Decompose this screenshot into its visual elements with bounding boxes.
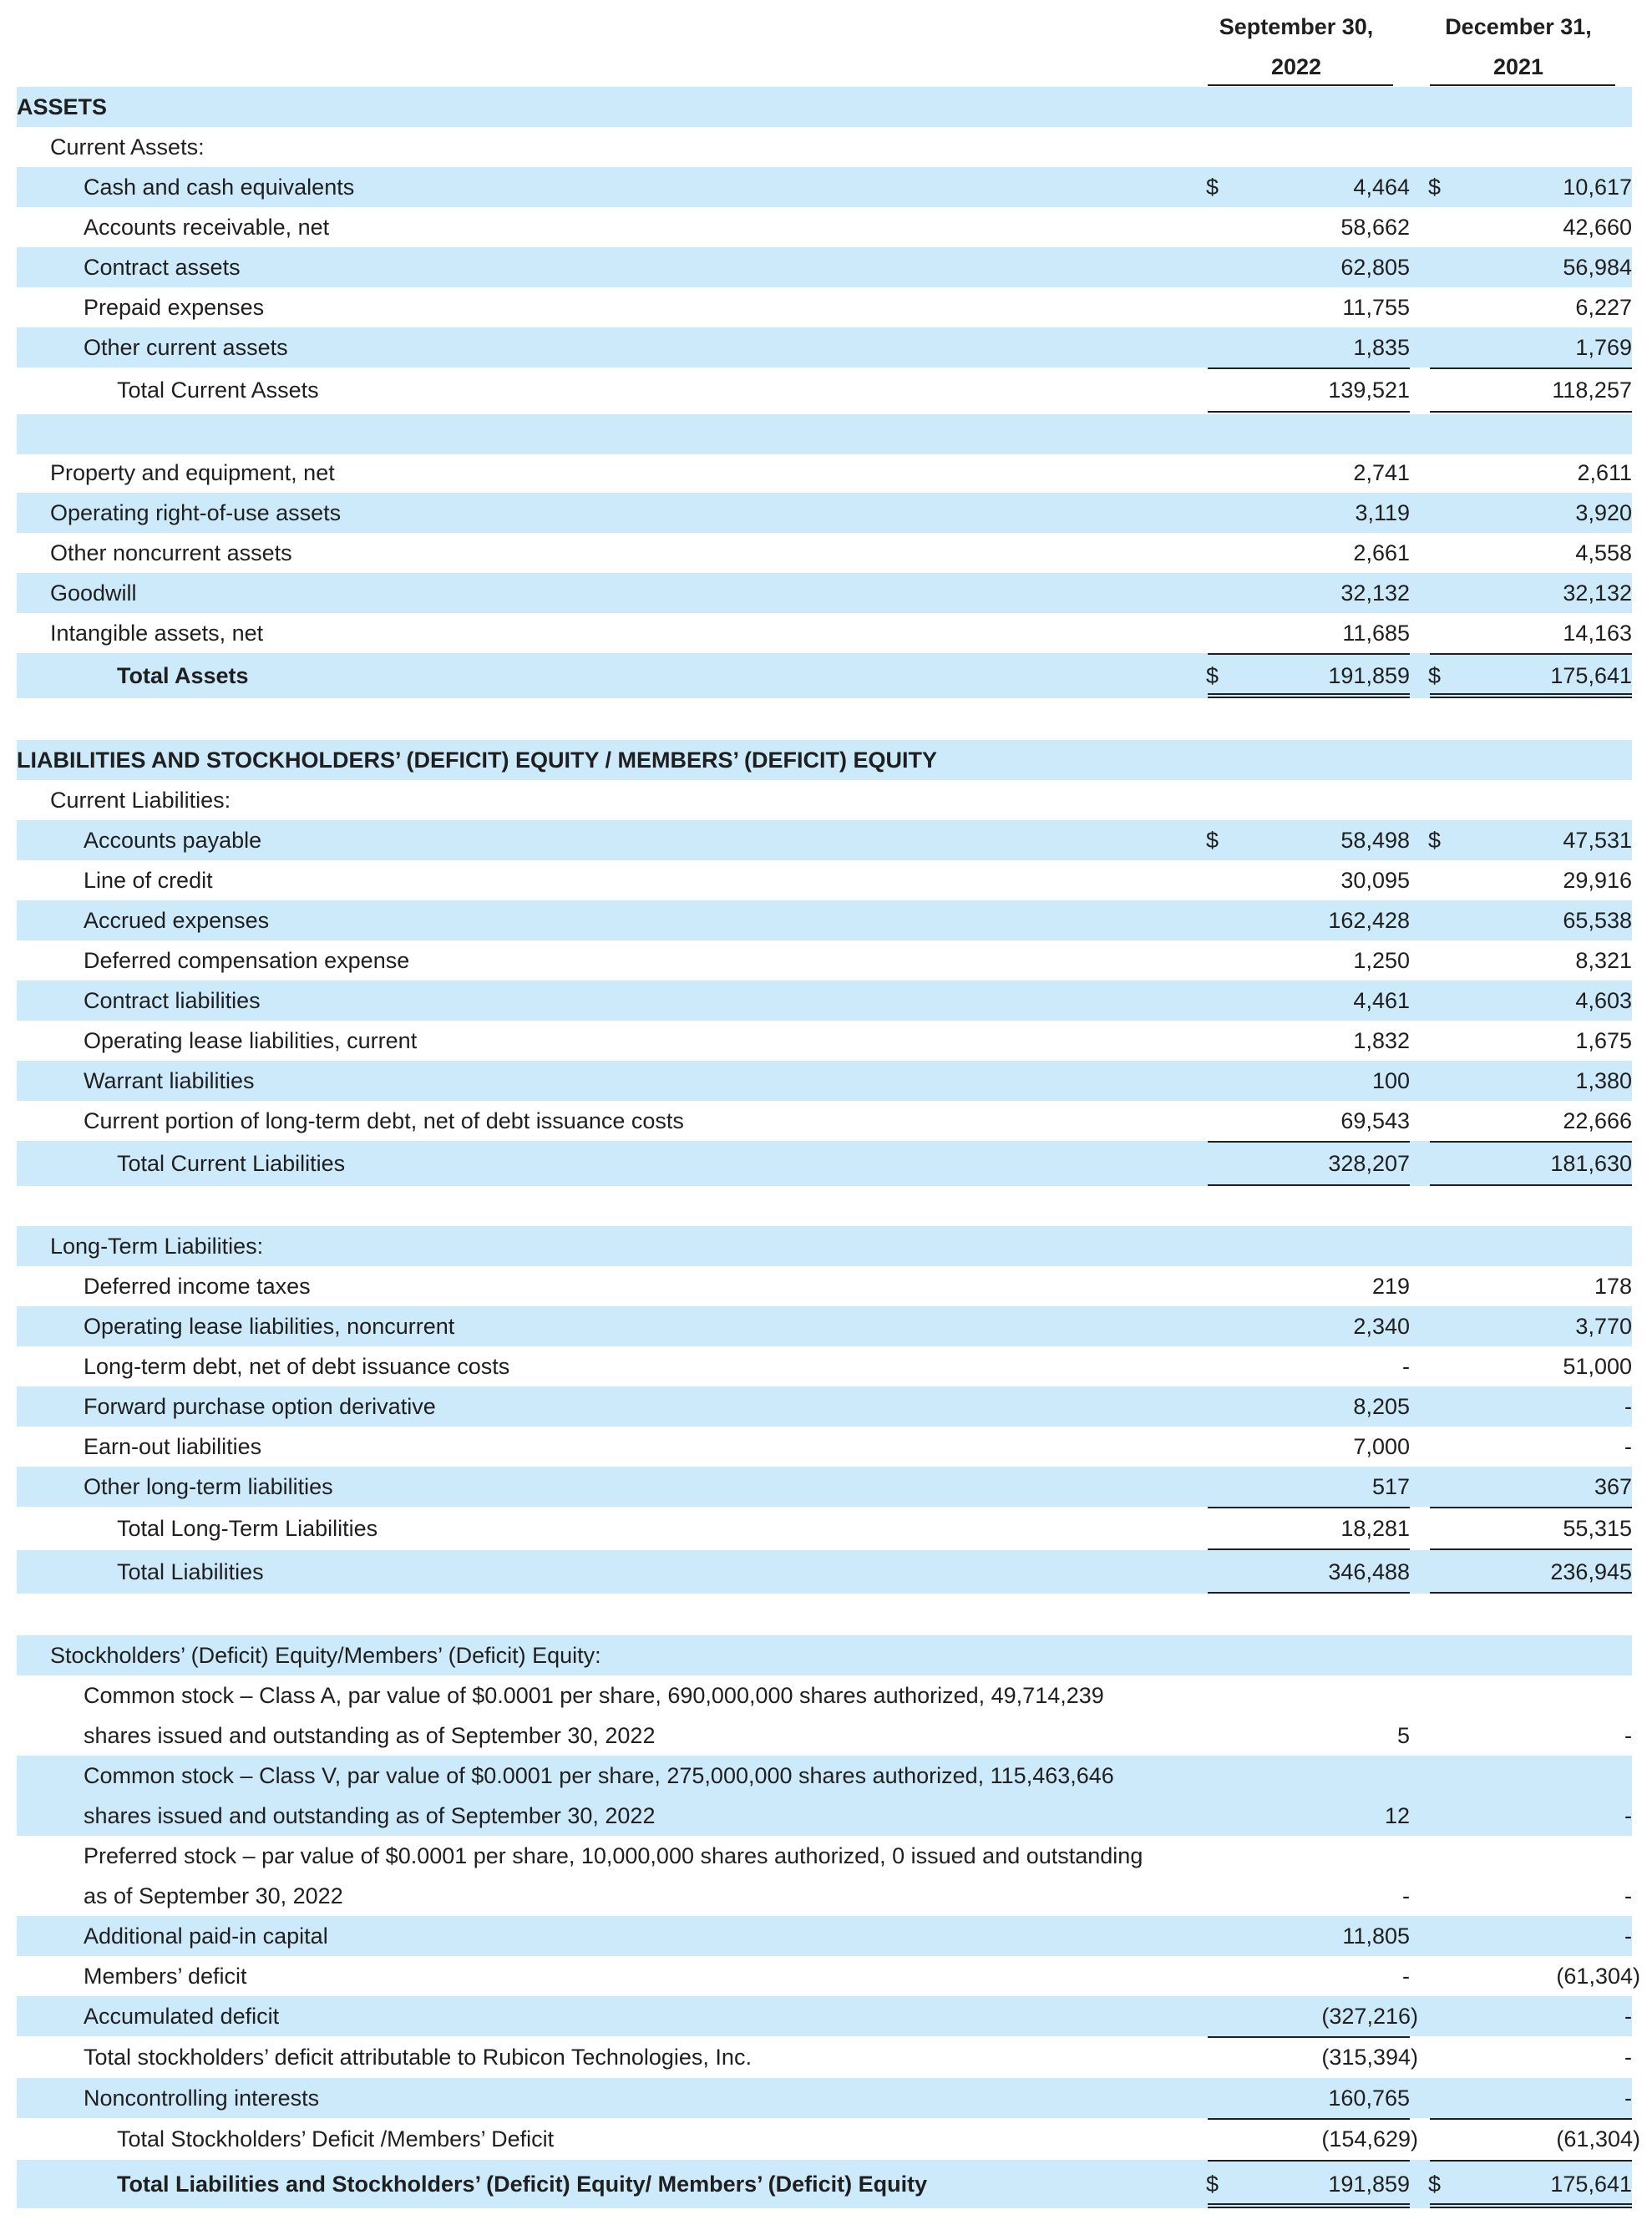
value-2022: 2,661: [1353, 540, 1410, 565]
value-2022: 58,662: [1340, 214, 1410, 240]
row-label: Accounts receivable, net: [84, 214, 330, 240]
value-2022: 1,832: [1353, 1027, 1410, 1053]
row-label: Total Assets: [117, 662, 249, 688]
value-2022: 219: [1371, 1273, 1410, 1299]
row-forward-purchase-option: [17, 1386, 1632, 1427]
current-assets-label: Current Assets:: [50, 134, 205, 160]
value-2021: 1,769: [1575, 334, 1632, 360]
row-cash: [17, 167, 1632, 207]
current-liabilities-label: Current Liabilities:: [50, 787, 231, 813]
value-2022: 3,119: [1355, 499, 1410, 525]
row-members-deficit: [17, 1956, 1640, 1996]
value-2022: 30,095: [1340, 867, 1410, 893]
value-2021: -: [1624, 2044, 1632, 2070]
value-2021: 181,630: [1550, 1150, 1632, 1176]
row-label: Total Long-Term Liabilities: [117, 1515, 378, 1541]
value-2021: 51,000: [1563, 1353, 1632, 1379]
currency-symbol: $: [1206, 827, 1219, 853]
subsection-long-term-liabilities: [17, 1226, 1632, 1266]
value-2022: 100: [1371, 1067, 1410, 1093]
row-other-long-term-liabilities: [17, 1467, 1632, 1507]
row-label: Intangible assets, net: [50, 620, 264, 646]
row-label: [84, 1836, 1143, 1916]
value-2021: 65,538: [1563, 907, 1632, 933]
total-rule: [1208, 411, 1410, 413]
value-2021: 32,132: [1563, 580, 1632, 606]
value-2021: 6,227: [1575, 294, 1632, 320]
row-label-line1: Common stock – Class V, par value of $0.0001 per share, 275,000,000 shares authorized, 115,463,646: [84, 1763, 1114, 1788]
value-2021: 3,920: [1575, 499, 1632, 525]
total-rule: [1430, 1592, 1632, 1594]
column-header-2022: [1208, 7, 1385, 87]
value-2021: 175,641: [1550, 662, 1632, 688]
value-2021: 1,380: [1575, 1067, 1632, 1093]
row-apic: [17, 1916, 1632, 1956]
row-other-noncurrent-assets: [17, 533, 1632, 573]
value-2022: 69,543: [1340, 1107, 1410, 1133]
value-2021: -: [1624, 2003, 1632, 2029]
value-2021: 3,770: [1575, 1313, 1632, 1339]
row-label: Warrant liabilities: [84, 1067, 255, 1093]
value-2022: 58,498: [1340, 827, 1410, 853]
value-2021: 56,984: [1563, 254, 1632, 280]
value-2021: 175,641: [1550, 2171, 1632, 2197]
value-2022: 191,859: [1328, 662, 1410, 688]
row-contract-liabilities: [17, 981, 1632, 1021]
column-header-2022-line2: 2022: [1270, 54, 1322, 79]
row-op-lease-noncurrent: [17, 1306, 1632, 1346]
row-label-line2: shares issued and outstanding as of September 30, 2022: [84, 1723, 656, 1748]
row-label-line2: as of September 30, 2022: [84, 1883, 343, 1908]
value-2021: (61,304): [1556, 2126, 1640, 2152]
row-label: Accounts payable: [84, 827, 262, 853]
value-2022: 191,859: [1328, 2171, 1410, 2197]
total-rule: [1208, 1592, 1410, 1594]
value-2022: 11,805: [1342, 1923, 1410, 1949]
row-label: Total Liabilities and Stockholders’ (Deficit) Equity/ Members’ (Deficit) Equity: [117, 2171, 928, 2197]
subsection-current-assets: [17, 127, 1632, 167]
value-2022: 4,461: [1353, 987, 1410, 1013]
row-preferred-stock: [17, 1836, 1632, 1916]
row-label: Contract assets: [84, 254, 241, 280]
value-2021: 29,916: [1563, 867, 1632, 893]
value-2021: -: [1624, 1883, 1632, 1908]
currency-symbol: $: [1428, 827, 1442, 853]
total-rule: [1208, 1184, 1410, 1186]
row-line-of-credit: [17, 860, 1632, 900]
row-label: Other long-term liabilities: [84, 1473, 333, 1499]
value-2022: 328,207: [1328, 1150, 1410, 1176]
row-accrued-expenses: [17, 900, 1632, 940]
header-underline-2022: [1208, 84, 1393, 86]
row-label: Accumulated deficit: [84, 2003, 280, 2029]
row-op-lease-current: [17, 1021, 1632, 1061]
value-2022: 62,805: [1340, 254, 1410, 280]
row-accumulated-deficit: [17, 1996, 1632, 2036]
row-label: Other current assets: [84, 334, 288, 360]
row-common-stock-class-a: [17, 1675, 1632, 1756]
row-label: Operating lease liabilities, noncurrent: [84, 1313, 455, 1339]
row-label: [84, 1675, 1104, 1756]
value-2022: 7,000: [1353, 1433, 1410, 1459]
value-2021: 1,675: [1575, 1027, 1632, 1053]
value-2021: -: [1624, 1433, 1632, 1459]
row-long-term-debt: [17, 1346, 1632, 1386]
value-2021: 4,603: [1575, 987, 1632, 1013]
subsection-current-liabilities: [17, 780, 1632, 820]
row-label: Long-term debt, net of debt issuance costs: [84, 1353, 510, 1379]
value-2022: 1,250: [1353, 947, 1410, 973]
value-2021: -: [1624, 1722, 1632, 1748]
value-2022: 4,464: [1353, 174, 1410, 200]
double-rule: [1208, 2203, 1410, 2208]
value-2021: -: [1624, 1802, 1632, 1828]
row-current-ltd: [17, 1101, 1632, 1141]
value-2022: 517: [1371, 1473, 1410, 1499]
row-label-line2: shares issued and outstanding as of September 30, 2022: [84, 1803, 656, 1828]
subsection-equity: [17, 1635, 1632, 1675]
row-label: Prepaid expenses: [84, 294, 265, 320]
value-2021: 367: [1594, 1473, 1632, 1499]
value-2022: -: [1402, 1963, 1410, 1989]
value-2021: 55,315: [1563, 1515, 1632, 1541]
value-2022: 160,765: [1328, 2085, 1410, 2111]
value-2021: 2,611: [1577, 459, 1632, 485]
value-2021: 4,558: [1575, 540, 1632, 565]
value-2022: 2,741: [1353, 459, 1410, 485]
value-2022: 12: [1384, 1802, 1410, 1828]
row-label: Forward purchase option derivative: [84, 1393, 436, 1419]
row-label: Other noncurrent assets: [50, 540, 292, 565]
row-label: Deferred income taxes: [84, 1273, 311, 1299]
value-2021: 42,660: [1563, 214, 1632, 240]
row-label: Contract liabilities: [84, 987, 261, 1013]
row-label: Total Stockholders’ Deficit /Members’ Deficit: [117, 2126, 555, 2152]
long-term-liabilities-label: Long-Term Liabilities:: [50, 1233, 264, 1259]
row-label: Total stockholders’ deficit attributable to Rubicon Technologies, Inc.: [84, 2044, 752, 2070]
value-2021: 118,257: [1552, 377, 1632, 403]
row-rou-assets: [17, 493, 1632, 533]
row-total-liabilities: [17, 1550, 1632, 1594]
value-2022: 139,521: [1328, 377, 1410, 403]
value-2022: 1,835: [1353, 334, 1410, 360]
value-2021: -: [1624, 2085, 1632, 2111]
row-deferred-compensation: [17, 940, 1632, 981]
row-contract-assets: [17, 247, 1632, 287]
section-assets: [17, 87, 1632, 127]
column-header-2021-line1: December 31,: [1445, 14, 1592, 39]
value-2021: (61,304): [1556, 1963, 1640, 1989]
value-2021: 8,321: [1575, 947, 1632, 973]
row-total-long-term-liabilities: [17, 1507, 1632, 1550]
row-goodwill: [17, 573, 1632, 613]
row-total-current-assets: [17, 367, 1632, 413]
row-noncontrolling-interests: [17, 2078, 1632, 2118]
row-label: Property and equipment, net: [50, 459, 335, 485]
value-2022: 11,685: [1342, 620, 1410, 646]
row-property-equipment: [17, 453, 1632, 493]
row-accounts-receivable: [17, 207, 1632, 247]
value-2021: 22,666: [1563, 1107, 1632, 1133]
row-intangible-assets: [17, 613, 1632, 653]
value-2022: -: [1402, 1883, 1410, 1908]
value-2021: 14,163: [1563, 620, 1632, 646]
row-label: Noncontrolling interests: [84, 2085, 320, 2111]
value-2022: 346,488: [1328, 1559, 1410, 1584]
value-2022: 162,428: [1328, 907, 1410, 933]
value-2022: 18,281: [1340, 1515, 1410, 1541]
row-prepaid-expenses: [17, 287, 1632, 327]
currency-symbol: $: [1428, 2171, 1442, 2197]
value-2021: 10,617: [1563, 174, 1632, 200]
value-2022: 8,205: [1353, 1393, 1410, 1419]
row-warrant-liabilities: [17, 1061, 1632, 1101]
row-deferred-income-taxes: [17, 1266, 1632, 1306]
currency-symbol: $: [1428, 662, 1442, 688]
row-common-stock-class-v: [17, 1756, 1632, 1836]
value-2022: (315,394): [1321, 2044, 1418, 2070]
value-2022: 11,755: [1342, 294, 1410, 320]
row-label-line1: Preferred stock – par value of $0.0001 per share, 10,000,000 shares authorized, 0 issued and outstanding: [84, 1843, 1143, 1868]
row-label: Earn-out liabilities: [84, 1433, 262, 1459]
row-earn-out-liabilities: [17, 1427, 1632, 1467]
value-2021: 47,531: [1563, 827, 1632, 853]
row-other-current-assets: [17, 327, 1632, 367]
header-underline-2021: [1430, 84, 1615, 86]
column-header-2021-line2: 2021: [1492, 54, 1544, 79]
value-2022: 2,340: [1353, 1313, 1410, 1339]
row-label: Goodwill: [50, 580, 137, 606]
row-label: Operating right-of-use assets: [50, 499, 342, 525]
value-2021: 236,945: [1550, 1559, 1632, 1584]
value-2022: (154,629): [1321, 2126, 1418, 2152]
row-accounts-payable: [17, 820, 1632, 860]
row-total-liabilities-equity: [17, 2160, 1632, 2208]
total-rule: [1430, 1184, 1632, 1186]
row-total-current-liabilities: [17, 1141, 1632, 1186]
row-label: Members’ deficit: [84, 1963, 247, 1989]
total-rule: [1430, 411, 1632, 413]
double-rule: [1430, 2203, 1632, 2208]
row-total-assets: [17, 653, 1632, 698]
column-header-2022-line1: September 30,: [1219, 14, 1374, 39]
row-label: Deferred compensation expense: [84, 947, 410, 973]
row-total-stockholders-deficit-rubicon: [17, 2036, 1632, 2078]
value-2022: -: [1402, 1353, 1410, 1379]
value-2022: 5: [1396, 1722, 1410, 1748]
value-2021: -: [1624, 1393, 1632, 1419]
currency-symbol: $: [1428, 174, 1442, 200]
value-2021: -: [1624, 1923, 1632, 1949]
value-2022: (327,216): [1321, 2003, 1418, 2029]
row-label: Accrued expenses: [84, 907, 270, 933]
row-label: Cash and cash equivalents: [84, 174, 355, 200]
row-label: Total Liabilities: [117, 1559, 264, 1584]
row-label: Total Current Assets: [117, 377, 319, 403]
double-rule: [1430, 693, 1632, 698]
value-2022: 32,132: [1340, 580, 1410, 606]
section-liabilities-label: LIABILITIES AND STOCKHOLDERS’ (DEFICIT) EQUITY / MEMBERS’ (DEFICIT) EQUITY: [17, 747, 938, 773]
row-label: Total Current Liabilities: [117, 1150, 346, 1176]
double-rule: [1208, 693, 1410, 698]
row-total-stockholders-deficit: [17, 2118, 1640, 2160]
value-2021: 178: [1594, 1273, 1632, 1299]
section-assets-label: ASSETS: [17, 94, 108, 119]
currency-symbol: $: [1206, 174, 1219, 200]
section-liabilities-equity: [17, 740, 1632, 780]
currency-symbol: $: [1206, 2171, 1219, 2197]
row-label: Line of credit: [84, 867, 213, 893]
currency-symbol: $: [1206, 662, 1219, 688]
spacer-row: [17, 414, 1632, 454]
row-label: Additional paid-in capital: [84, 1923, 328, 1949]
row-label: Current portion of long-term debt, net of debt issuance costs: [84, 1107, 684, 1133]
row-label: Operating lease liabilities, current: [84, 1027, 418, 1053]
row-label-line1: Common stock – Class A, par value of $0.0001 per share, 690,000,000 shares authorized, 49,714,239: [84, 1683, 1104, 1708]
equity-label: Stockholders’ (Deficit) Equity/Members’ (Deficit) Equity:: [50, 1642, 601, 1668]
column-header-2021: [1430, 7, 1607, 87]
row-label: [84, 1756, 1114, 1836]
